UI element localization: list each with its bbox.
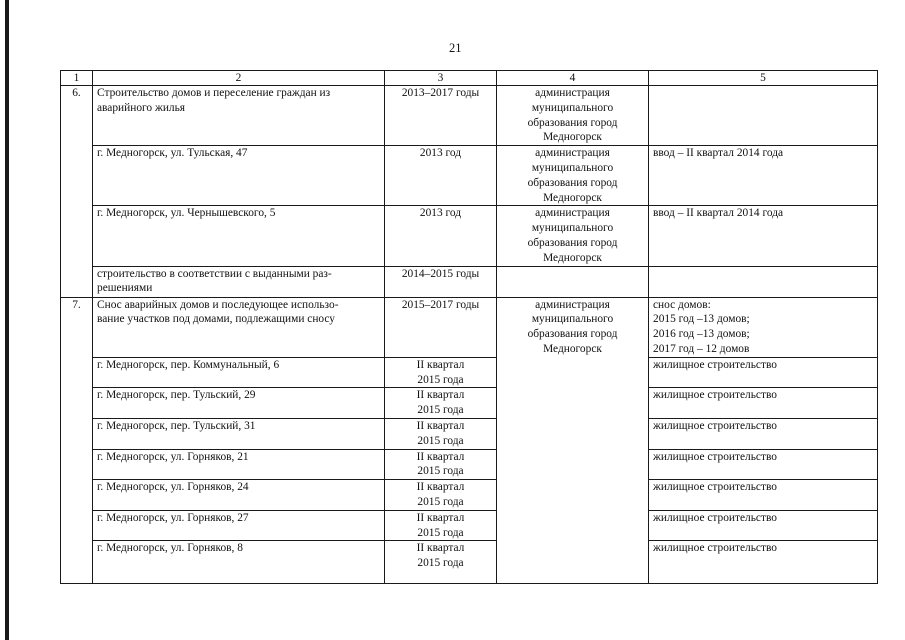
result-line: жилищное строительство — [653, 450, 777, 463]
period-line: II квартал — [416, 542, 465, 555]
table-row — [61, 510, 878, 541]
table-row — [61, 86, 878, 146]
result-cell — [649, 480, 878, 511]
header-cell: 5 — [649, 71, 878, 86]
executor-line: образования город — [527, 328, 618, 341]
header-cell: 2 — [93, 71, 385, 86]
table-row — [61, 146, 878, 206]
result-cell — [649, 449, 878, 480]
result-line: 2017 год – 12 домов — [653, 342, 750, 355]
result-cell — [649, 86, 878, 146]
object-line: г. Медногорск, пер. Тульский, 31 — [97, 419, 256, 432]
row-number: 6. — [72, 87, 81, 99]
table-header-row — [61, 71, 878, 86]
executor-line: образования город — [527, 236, 618, 249]
executor-line: образования город — [527, 116, 618, 129]
period-line: II квартал — [416, 358, 465, 371]
period-cell — [385, 146, 497, 206]
object-line: г. Медногорск, ул. Тульская, 47 — [97, 147, 248, 160]
result-cell — [649, 388, 878, 419]
result-line: 2016 год –13 домов; — [653, 328, 750, 341]
header-cell: 3 — [385, 71, 497, 86]
period-line: II квартал — [416, 419, 465, 432]
object-cell — [93, 146, 385, 206]
period-line: 2015 года — [417, 404, 464, 417]
object-line: г. Медногорск, ул. Горняков, 21 — [97, 450, 249, 463]
executor-line: Медногорск — [543, 342, 602, 355]
table-row — [61, 541, 878, 584]
period-line: II квартал — [416, 511, 465, 524]
object-line: Строительство домов и переселение граждан из — [97, 87, 331, 99]
table-row — [61, 357, 878, 388]
period-line: 2013 год — [419, 147, 462, 160]
executor-line: муниципального — [531, 161, 614, 174]
executor-cell — [497, 297, 649, 584]
object-line: г. Медногорск, ул. Горняков, 27 — [97, 511, 249, 524]
object-cell — [93, 266, 385, 297]
period-cell — [385, 357, 497, 388]
object-line: г. Медногорск, ул. Горняков, 8 — [97, 542, 243, 555]
period-cell — [385, 86, 497, 146]
period-line: 2015–2017 годы — [401, 298, 480, 311]
result-cell — [649, 266, 878, 297]
table-row — [61, 297, 878, 357]
period-line: 2015 года — [417, 557, 464, 570]
period-line: 2015 года — [417, 434, 464, 447]
object-line: г. Медногорск, пер. Тульский, 29 — [97, 389, 256, 402]
period-line: II квартал — [416, 450, 465, 463]
period-line: 2015 года — [417, 465, 464, 478]
result-line: жилищное строительство — [653, 481, 777, 494]
result-line: жилищное строительство — [653, 389, 777, 402]
period-cell — [385, 510, 497, 541]
table-row — [61, 449, 878, 480]
row-number-cell — [61, 297, 93, 584]
result-line: жилищное строительство — [653, 358, 777, 371]
result-line: жилищное строительство — [653, 511, 777, 524]
table-row — [61, 418, 878, 449]
header-cell: 1 — [61, 71, 93, 86]
executor-line: образования город — [527, 176, 618, 189]
executor-line: Медногорск — [543, 251, 602, 264]
object-line: Снос аварийных домов и последующее использо- — [97, 298, 339, 311]
period-line: 2015 года — [417, 495, 464, 508]
result-cell — [649, 418, 878, 449]
result-line: жилищное строительство — [653, 419, 777, 432]
result-line: 2015 год –13 домов; — [653, 313, 750, 326]
executor-line: муниципального — [531, 313, 614, 326]
object-line: решениями — [97, 282, 153, 295]
result-line: снос домов: — [653, 298, 711, 311]
executor-line: администрация — [535, 207, 610, 220]
period-line: 2015 года — [417, 526, 464, 539]
period-line: 2013–2017 годы — [401, 87, 480, 99]
table-row — [61, 266, 878, 297]
table-row — [61, 480, 878, 511]
period-line: 2015 года — [417, 373, 464, 386]
object-cell — [93, 388, 385, 419]
result-line: ввод – II квартал 2014 года — [653, 207, 784, 220]
result-line: жилищное строительство — [653, 542, 777, 555]
period-cell — [385, 266, 497, 297]
object-line: строительство в соответствии с выданными раз- — [97, 267, 332, 280]
result-cell — [649, 146, 878, 206]
period-cell — [385, 206, 497, 266]
row-number: 7. — [72, 298, 81, 311]
executor-line: Медногорск — [543, 191, 602, 204]
table-row — [61, 388, 878, 419]
object-cell — [93, 297, 385, 357]
executor-line: администрация — [535, 298, 610, 311]
executor-cell — [497, 266, 649, 297]
object-cell — [93, 510, 385, 541]
object-line: г. Медногорск, ул. Чернышевского, 5 — [97, 207, 276, 220]
table-row — [61, 206, 878, 266]
page-number: 21 — [449, 41, 462, 55]
period-cell — [385, 449, 497, 480]
period-line: 2013 год — [419, 207, 462, 220]
object-line: г. Медногорск, ул. Горняков, 24 — [97, 481, 249, 494]
result-cell — [649, 297, 878, 357]
object-cell — [93, 86, 385, 146]
object-cell — [93, 480, 385, 511]
period-cell — [385, 480, 497, 511]
object-cell — [93, 418, 385, 449]
row-number-cell — [61, 86, 93, 298]
result-cell — [649, 206, 878, 266]
object-line: вание участков под домами, подлежащими сносу — [97, 313, 336, 326]
executor-line: муниципального — [531, 222, 614, 235]
object-line: г. Медногорск, пер. Коммунальный, 6 — [97, 358, 280, 371]
object-cell — [93, 449, 385, 480]
result-cell — [649, 510, 878, 541]
result-cell — [649, 541, 878, 584]
header-cell: 4 — [497, 71, 649, 86]
period-line: 2014–2015 годы — [401, 267, 480, 280]
executor-line: администрация — [535, 87, 610, 99]
result-cell — [649, 357, 878, 388]
object-line: аварийного жилья — [97, 101, 186, 114]
executor-line: Медногорск — [543, 131, 602, 144]
period-cell — [385, 388, 497, 419]
period-line: II квартал — [416, 481, 465, 494]
object-cell — [93, 357, 385, 388]
executor-cell — [497, 146, 649, 206]
period-line: II квартал — [416, 389, 465, 402]
scan-edge-line — [5, 0, 9, 640]
measures-table — [60, 70, 878, 584]
executor-line: администрация — [535, 147, 610, 160]
executor-cell — [497, 86, 649, 146]
executor-line: муниципального — [531, 101, 614, 114]
object-cell — [93, 206, 385, 266]
result-line: ввод – II квартал 2014 года — [653, 147, 784, 160]
executor-cell — [497, 206, 649, 266]
period-cell — [385, 418, 497, 449]
period-cell — [385, 297, 497, 357]
object-cell — [93, 541, 385, 584]
period-cell — [385, 541, 497, 584]
